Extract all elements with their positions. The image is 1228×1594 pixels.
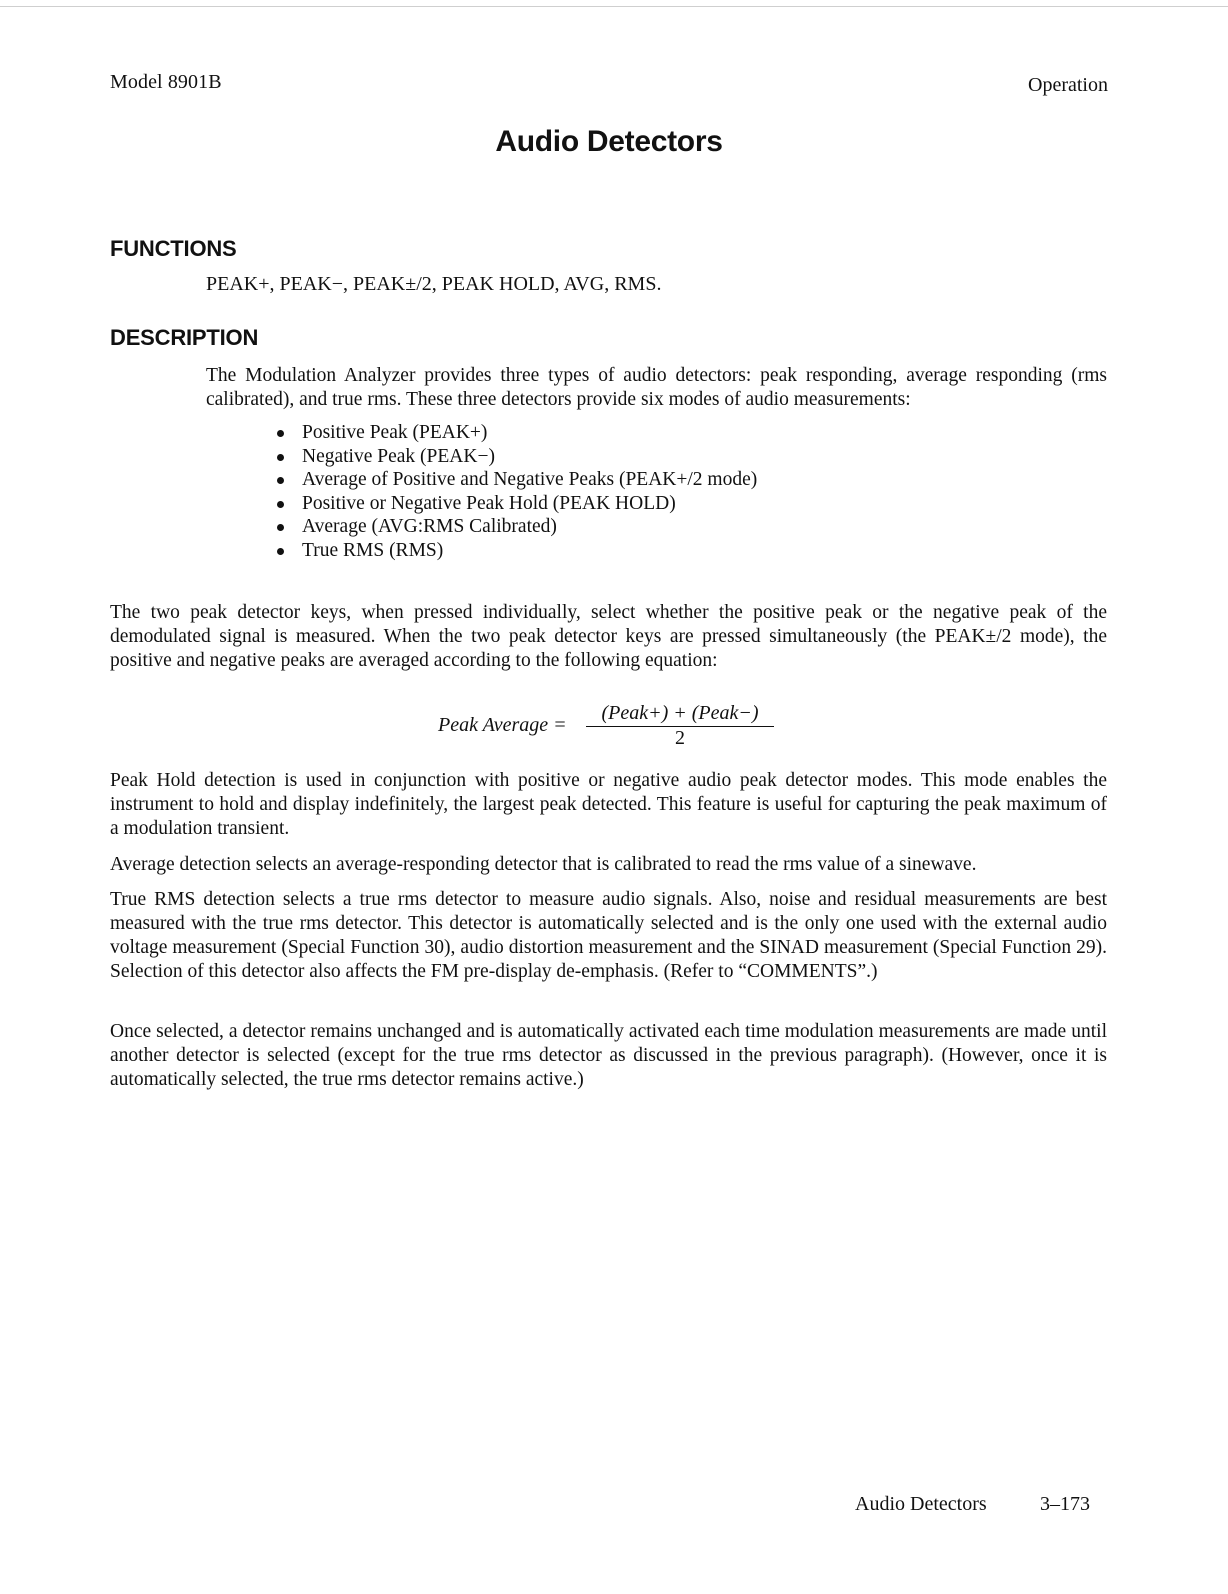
header-model: Model 8901B (110, 71, 222, 93)
top-rule (0, 6, 1228, 7)
mode-label: True RMS (RMS) (302, 539, 444, 561)
peak-average-equation (438, 700, 798, 756)
mode-label: Positive Peak (PEAK+) (302, 422, 488, 443)
equation-denominator: 2 (675, 727, 685, 749)
page-title: Audio Detectors (495, 125, 723, 158)
list-item (276, 445, 757, 469)
bullet-icon (277, 501, 284, 508)
description-intro: The Modulation Analyzer provides three types of audio detectors: peak responding, average responding (rms calibrated), and true rms. These three detectors provide six modes of audio measurements: (206, 365, 1107, 410)
paragraph-once-selected: Once selected, a detector remains unchanged and is automatically activated each time modulation measurements are made until another detector is selected (except for the true rms detector as discussed in the previous paragraph). (However, once it is automatically selected, the true rms detector remains active.) (110, 1021, 1107, 1090)
paragraph-peak-hold: Peak Hold detection is used in conjunction with positive or negative audio peak detector modes. This mode enables the instrument to hold and display indefinitely, the largest peak detected. This feature is useful for capturing the peak maximum of a modulation transient. (110, 770, 1107, 839)
list-item (276, 515, 757, 539)
list-item (276, 421, 757, 445)
bullet-icon (277, 454, 284, 461)
mode-label: Positive or Negative Peak Hold (PEAK HOLD) (302, 492, 676, 514)
equation-fraction (586, 700, 774, 749)
page-number: 3–173 (1040, 1493, 1090, 1515)
list-item (276, 492, 757, 516)
header-section: Operation (1028, 74, 1108, 96)
list-item (276, 539, 757, 563)
description-heading: DESCRIPTION (110, 325, 259, 350)
modes-list (276, 421, 757, 562)
paragraph-average: Average detection selects an average-responding detector that is calibrated to read the rms value of a sinewave. (110, 854, 977, 875)
bullet-icon (277, 548, 284, 555)
functions-heading: FUNCTIONS (110, 236, 237, 261)
functions-list: PEAK+, PEAK−, PEAK±/2, PEAK HOLD, AVG, RMS. (206, 273, 662, 295)
bullet-icon (277, 477, 284, 484)
mode-label: Average of Positive and Negative Peaks (PEAK+/2 mode) (302, 469, 758, 490)
paragraph-peak-keys: The two peak detector keys, when pressed individually, select whether the positive peak or the negative peak of the demodulated signal is measured. When the two peak detector keys are pressed simultaneously (the PEAK±/2 mode), the positive and negative peaks are averaged according to the following equation: (110, 602, 1107, 671)
list-item (276, 468, 757, 492)
mode-label: Average (AVG:RMS Calibrated) (302, 516, 557, 537)
footer-section: Audio Detectors (855, 1493, 987, 1515)
equation-numerator: (Peak+) + (Peak−) (601, 702, 759, 724)
bullet-icon (277, 430, 284, 437)
paragraph-true-rms: True RMS detection selects a true rms detector to measure audio signals. Also, noise and residual measurements are best measured with the true rms detector. This detector is automatically selected and is the only one used with the external audio voltage measurement (Special Function 30), audio distortion measurement and the SINAD measurement (Special Function 29). Selection of this detector also affects the FM pre-display de-emphasis. (Refer to “COMMENTS”.) (110, 889, 1107, 982)
equation-lhs: Peak Average = (438, 714, 567, 736)
mode-label: Negative Peak (PEAK−) (302, 445, 495, 467)
bullet-icon (277, 524, 284, 531)
